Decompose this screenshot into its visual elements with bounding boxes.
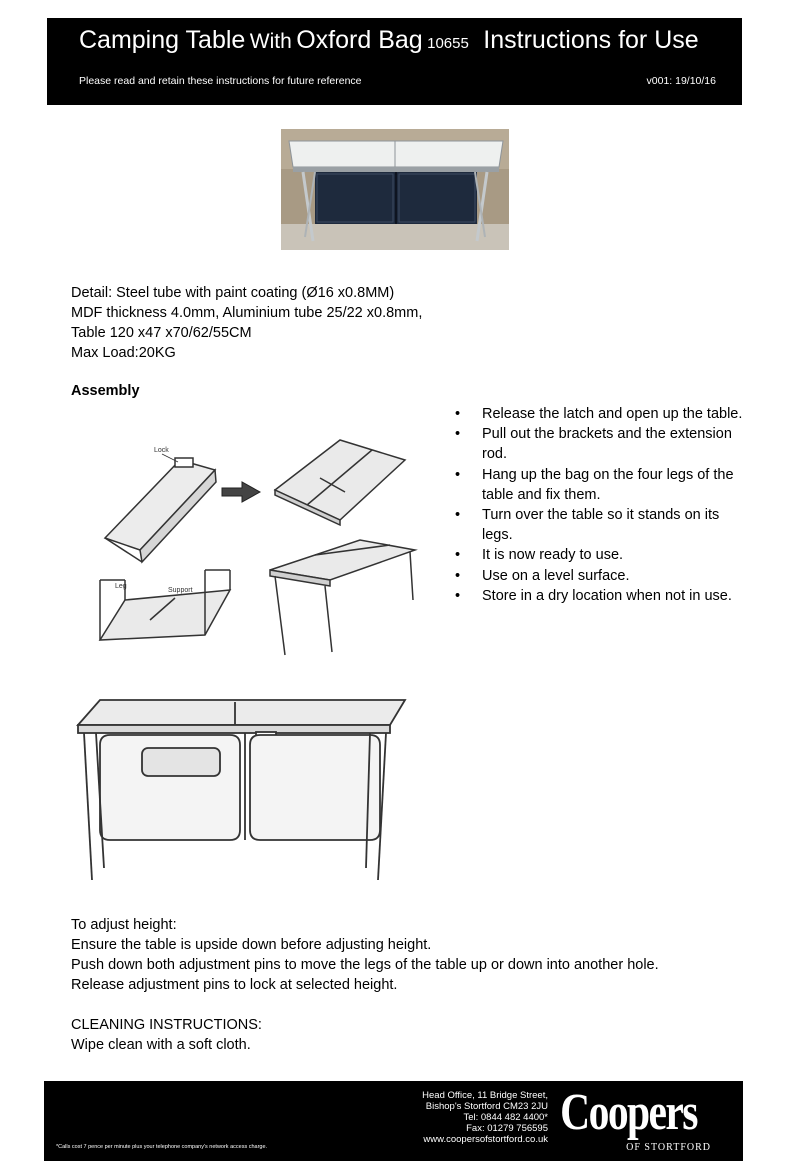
coopers-logo: [543, 1081, 711, 1161]
height-adjust-instructions: [71, 915, 659, 995]
support-label: Support: [168, 587, 193, 594]
fax-number: Fax: 01279 756595: [466, 1123, 548, 1134]
header-subtitle: Please read and retain these instructions for future reference: [79, 75, 362, 87]
call-cost-note: *Calls cost 7 pence per minute plus your telephone company's network access charge.: [56, 1144, 268, 1150]
website-link[interactable]: www.coopersofstortford.co.uk: [423, 1134, 548, 1145]
brand-name: Coopers: [560, 1084, 697, 1141]
product-photo: [281, 129, 509, 250]
folded-table-drawing: [105, 447, 216, 562]
head-office-address: [422, 1090, 548, 1145]
brackets-drawing: [100, 570, 230, 640]
table-with-bag-diagram: [70, 690, 415, 890]
assembly-steps: [455, 404, 745, 606]
title-product: Camping Table: [79, 26, 246, 54]
detail-line: Max Load:20KG: [71, 345, 176, 361]
detail-line: Detail: Steel tube with paint coating (Ø16 x0.8MM): [71, 285, 395, 301]
address-line: Head Office, 11 Bridge Street,: [422, 1090, 548, 1101]
detail-line: Table 120 x47 x70/62/55CM: [71, 325, 252, 341]
cleaning-heading: CLEANING INSTRUCTIONS:: [71, 1017, 262, 1033]
product-details: [71, 283, 422, 363]
version-label: v001: 19/10/16: [646, 75, 716, 87]
step-item: • Pull out the brackets and the extension rod.: [455, 424, 745, 464]
cleaning-instructions: [71, 1015, 262, 1055]
step-item: • It is now ready to use.: [455, 545, 745, 565]
step-item: • Release the latch and open up the table.: [455, 404, 745, 424]
title-instructions: Instructions for Use: [483, 26, 699, 54]
product-code: 10655: [427, 35, 469, 52]
title-with: With: [249, 30, 292, 53]
assembly-diagram: [70, 430, 420, 670]
adjust-line: Release adjustment pins to lock at selected height.: [71, 977, 398, 993]
header-banner: [47, 18, 742, 105]
phone-number: Tel: 0844 482 4400*: [463, 1112, 548, 1123]
cleaning-text: Wipe clean with a soft cloth.: [71, 1037, 251, 1053]
footer-banner: [44, 1081, 743, 1161]
assembly-heading: Assembly: [71, 383, 140, 399]
title-bag: Oxford Bag: [296, 26, 423, 54]
adjust-line: Push down both adjustment pins to move the legs of the table up or down into another hole.: [71, 957, 659, 973]
adjust-line: Ensure the table is upside down before adjusting height.: [71, 937, 432, 953]
step-item: • Turn over the table so it stands on its legs.: [455, 505, 745, 545]
brand-subtitle: OF STORTFORD: [626, 1142, 711, 1153]
leg-label: Leg: [115, 583, 127, 590]
step-item: • Hang up the bag on the four legs of the table and fix them.: [455, 465, 745, 505]
document-title: [79, 26, 699, 55]
step-item: • Use on a level surface.: [455, 566, 745, 586]
arrow-icon: [222, 482, 260, 502]
step-item: • Store in a dry location when not in use.: [455, 586, 745, 606]
opened-table-drawing: [275, 440, 405, 525]
lock-label: Lock: [154, 447, 169, 454]
address-line: Bishop's Stortford CM23 2JU: [425, 1101, 548, 1112]
adjust-line: To adjust height:: [71, 917, 177, 933]
detail-line: MDF thickness 4.0mm, Aluminium tube 25/22 x0.8mm,: [71, 305, 423, 321]
standing-table-drawing: [270, 540, 415, 655]
